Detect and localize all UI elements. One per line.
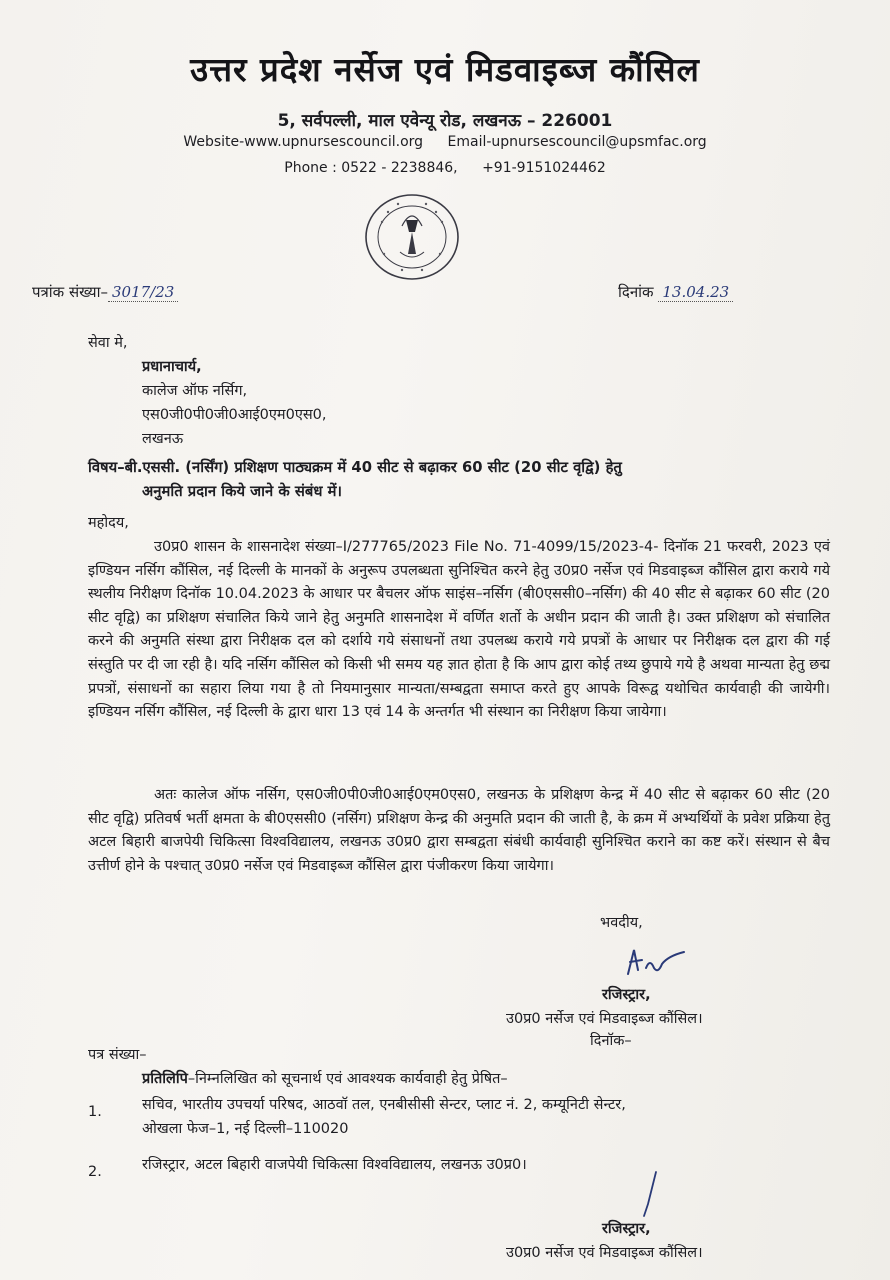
copy-item-1-number: 1.: [88, 1104, 102, 1120]
council-address: 5, सर्वपल्ली, माल एवेन्यू रोड, लखनऊ – 226001: [277, 111, 613, 131]
body-paragraph-1: उ0प्र0 शासन के शासनादेश संख्या–I/277765/2023 File No. 71-4099/15/2023-4- दिनॉक 21 फरवरी, 2023 एवं इण्डियन नर्सिग कौंसिल, नई दिल्ली के मानकों के अनुरूप उपलब्धता सुनिश्चित करने हेतु उ0प्र0 नर्सेज एवं मिडवाइब्ज कौंसिल द्वारा कराये गये स्थलीय निरीक्षण दिनॉक 10.04.2023 के आधार पर बैचलर ऑफ साइंस–नर्सिग (बी0एससी0–नर्सिग) की 40 सीट से बढ़ाकर 60 सीट (20 सीट वृद्वि) का प्रशिक्षण संचालित किये जाने हेतु अनुमति शासनादेश में वर्णित शर्तो के अधीन प्रदान की जाती है। उक्त प्रशिक्षण को संचालित करने की अनुमति संस्था द्वारा निरीक्षक दल को दर्शाये गये संसाधनों तथा उपलब्ध कराये गये प्रपत्रों के आधार पर निरीक्षक दल द्वारा की गई संस्तुति पर दी जा रही है। यदि नर्सिग कौंसिल को किसी भी समय यह ज्ञात होता है कि आप द्वारा कोई तथ्य छुपाये गये है अथवा मान्यता हेतु छद्म प्रपत्रों, संसाधनों का सहारा लिया गया है तो नियमानुसार मान्यता/सम्बद्वता समाप्त करते हुए आपके विरूद्व यथोचित कार्यवाही की जायेगी। इण्डियन नर्सिग कौंसिल, नई दिल्ली के द्वारा धारा 13 एवं 14 के अन्तर्गत भी संस्थान का निरीक्षण किया जायेगा।: [88, 539, 830, 721]
phone-text: Phone : 0522 - 2238846,: [284, 160, 458, 176]
website-text: Website-www.upnursescouncil.org: [183, 134, 424, 150]
body-paragraph-2: अतः कालेज ऑफ नर्सिग, एस0जी0पी0जी0आई0एम0एस0, लखनऊ के प्रशिक्षण केन्द्र में 40 सीट से बढ़ाकर 60 सीट (20 सीट वृद्वि) प्रतिवर्ष भर्ती क्षमता के बी0एससी0 (नर्सिग) प्रशिक्षण केन्द्र की अनुमति प्रदान की जाती है, के क्रम में अभ्यर्थियों के प्रवेश प्रक्रिया हेतु अटल बिहारी बाजपेयी चिकित्सा विश्वविद्यालय, लखनऊ उ0प्र0 द्वारा सम्बद्वता संबंधी कार्यवाही सुनिश्चित कराने का कष्ट करें। संस्थान से बैच उत्तीर्ण होने के पश्चात् उ0प्र0 नर्सेज एवं मिडवाइब्ज कौंसिल द्वारा पंजीकरण किया जायेगा।: [88, 787, 830, 874]
date-label: दिनांक: [618, 283, 654, 301]
council-seal-icon: [362, 192, 462, 282]
recipient-line-1: प्रधानाचार्य,: [142, 359, 202, 375]
copy-signature-icon: [636, 1170, 666, 1218]
copy-heading-label: प्रतिलिपि: [142, 1071, 188, 1087]
registrar-title: रजिस्ट्रार,: [602, 987, 651, 1003]
recipient-line-2: कालेज ऑफ नर्सिग,: [142, 383, 248, 399]
phone-line: [0, 160, 890, 176]
date-value: 13.04.23: [658, 283, 733, 302]
email-text: Email-upnursescouncil@upsmfac.org: [447, 134, 707, 150]
copy-item-1-line-2: ओखला फेज–1, नई दिल्ली–110020: [142, 1121, 349, 1137]
reference-number: [32, 282, 178, 302]
recipient-line-3: एस0जी0पी0जी0आई0एम0एस0,: [142, 407, 327, 423]
yours-faithfully: भवदीय,: [600, 915, 643, 931]
council-title: उत्तर प्रदेश नर्सेज एवं मिडवाइब्ज कौंसिल: [190, 50, 700, 89]
registrar-signature-icon: [620, 944, 690, 980]
copy-heading: [142, 1068, 508, 1091]
salutation: सेवा मे,: [88, 335, 128, 351]
copy-item-2-line-1: रजिस्ट्रार, अटल बिहारी वाजपेयी चिकित्सा विश्वविद्यालय, लखनऊ उ0प्र0।: [142, 1157, 527, 1173]
reference-value: 3017/23: [108, 283, 178, 302]
subject-line-1: विषय–बी.एससी. (नर्सिंग) प्रशिक्षण पाठ्यक्रम में 40 सीट से बढ़ाकर 60 सीट (20 सीट वृद्वि) हेतु: [88, 459, 622, 476]
mobile-text: +91-9151024462: [482, 160, 606, 176]
copy-item-2-number: 2.: [88, 1164, 102, 1180]
closing-date-label: दिनॉक–: [590, 1033, 632, 1049]
contact-line: [0, 134, 890, 150]
copy-item-1-line-1: सचिव, भारतीय उपचर्या परिषद, आठवॉ तल, एनबीसीसी सेन्टर, प्लाट नं. 2, कम्यूनिटी सेन्टर,: [142, 1097, 626, 1113]
subject-line-2: अनुमति प्रदान किये जाने के संबंध में।: [142, 483, 343, 500]
letter-date: [618, 282, 733, 302]
copy-council-name: उ0प्र0 नर्सेज एवं मिडवाइब्ज कौंसिल।: [506, 1245, 703, 1261]
recipient-line-4: लखनऊ: [142, 431, 184, 447]
council-name: उ0प्र0 नर्सेज एवं मिडवाइब्ज कौंसिल।: [506, 1011, 703, 1027]
copy-ref-label: पत्र संख्या–: [88, 1047, 147, 1063]
greeting: महोदय,: [88, 515, 129, 531]
copy-heading-rest: –निम्नलिखित को सूचनार्थ एवं आवश्यक कार्यवाही हेतु प्रेषित–: [187, 1071, 508, 1087]
copy-registrar-title: रजिस्ट्रार,: [602, 1221, 651, 1237]
reference-label: पत्रांक संख्या–: [32, 283, 108, 301]
